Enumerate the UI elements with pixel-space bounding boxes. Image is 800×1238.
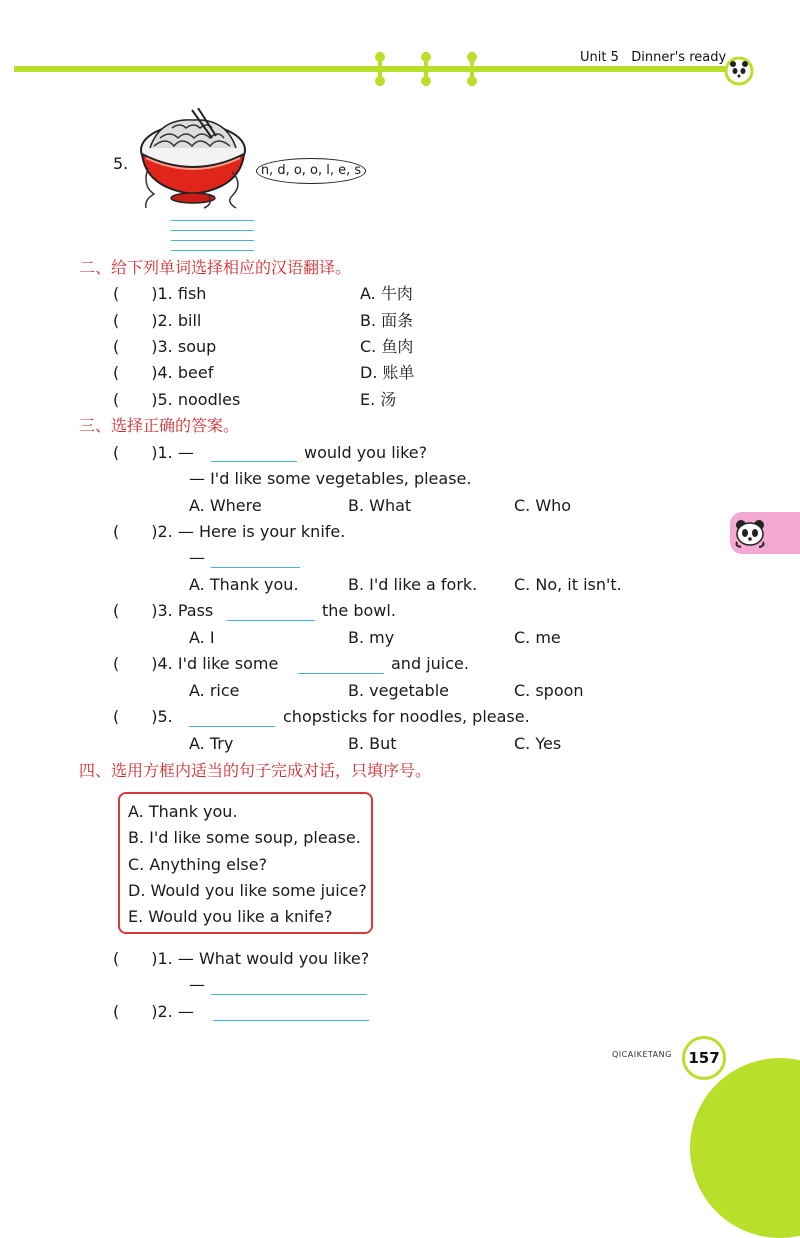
answer-line[interactable] <box>227 620 315 621</box>
binder-pin <box>421 52 431 86</box>
answer-parentheses[interactable]: ( ) <box>113 337 158 356</box>
option-b[interactable]: B. my <box>348 628 395 647</box>
dialogue-dash: — <box>189 975 205 994</box>
section-heading: 四、选用方框内适当的句子完成对话，只填序号。 <box>79 761 432 780</box>
item-number: 2. <box>157 311 173 330</box>
question-text: would you like? <box>304 443 428 462</box>
question-stem <box>113 522 345 542</box>
section-heading: 三、选择正确的答案。 <box>79 416 240 435</box>
list-item <box>113 337 216 357</box>
item-number: 5. <box>157 707 173 726</box>
option-text: 汤 <box>380 390 397 409</box>
question-stem <box>113 1002 194 1022</box>
panda-icon <box>734 518 766 548</box>
answer-parentheses[interactable]: ( ) <box>113 601 158 620</box>
option-text: 牛肉 <box>380 284 413 303</box>
page-number-badge <box>682 1036 726 1080</box>
question-text: the bowl. <box>322 601 396 620</box>
answer-parentheses[interactable]: ( ) <box>113 949 158 968</box>
binder-pin <box>375 52 385 86</box>
list-item <box>113 363 213 383</box>
answer-parentheses[interactable]: ( ) <box>113 522 158 541</box>
answer-parentheses[interactable]: ( ) <box>113 311 158 330</box>
answer-line[interactable] <box>211 461 297 462</box>
option-letter: A. <box>360 284 376 303</box>
option-item <box>360 390 396 410</box>
option-item <box>360 337 413 357</box>
option-c[interactable]: C. No, it isn't. <box>514 575 622 594</box>
option-item <box>360 284 413 304</box>
answer-parentheses[interactable]: ( ) <box>113 1002 158 1021</box>
dialogue-dash: — <box>189 548 205 567</box>
english-word: soup <box>177 337 217 356</box>
answer-parentheses[interactable]: ( ) <box>113 284 158 303</box>
item-number: 1. <box>157 443 173 462</box>
question-text: chopsticks for noodles, please. <box>283 707 530 726</box>
item-number: 4. <box>157 654 173 673</box>
question-number: 5. <box>113 154 129 173</box>
page-number: 157 <box>688 1049 720 1067</box>
question-stem <box>113 601 213 621</box>
option-a[interactable]: A. Where <box>189 496 262 515</box>
item-number: 2. <box>157 1002 173 1021</box>
footer-decoration <box>690 1058 800 1238</box>
box-option: D. Would you like some juice? <box>128 881 367 900</box>
option-letter: E. <box>360 390 376 409</box>
option-item <box>360 363 415 383</box>
box-option: E. Would you like a knife? <box>128 907 333 926</box>
answer-line[interactable] <box>171 250 254 251</box>
dialogue-dash: — <box>177 1002 194 1021</box>
question-text: and juice. <box>391 654 469 673</box>
dialogue-dash: — <box>177 443 194 462</box>
option-item <box>360 311 413 331</box>
box-option: C. Anything else? <box>128 855 268 874</box>
dialogue-reply: — I'd like some vegetables, please. <box>189 469 472 488</box>
question-text: — Here is your knife. <box>177 522 346 541</box>
scrambled-letters: n, d, o, o, l, e, s <box>260 163 362 178</box>
option-text: 账单 <box>382 363 415 382</box>
english-word: beef <box>177 363 214 382</box>
answer-line[interactable] <box>171 240 254 241</box>
option-a[interactable]: A. Thank you. <box>189 575 299 594</box>
english-word: fish <box>177 284 207 303</box>
option-letter: C. <box>360 337 377 356</box>
list-item <box>113 311 201 331</box>
unit-name: Dinner's ready <box>631 50 727 65</box>
option-c[interactable]: C. spoon <box>514 681 584 700</box>
question-stem <box>113 443 194 463</box>
list-item <box>113 284 206 304</box>
option-c[interactable]: C. Who <box>514 496 572 515</box>
answer-line[interactable] <box>171 230 254 231</box>
footer-brand: QICAIKETANG <box>612 1050 672 1059</box>
box-option: B. I'd like some soup, please. <box>128 828 361 847</box>
letters-bubble <box>256 158 366 184</box>
option-b[interactable]: B. I'd like a fork. <box>348 575 478 594</box>
item-number: 1. <box>157 284 173 303</box>
option-letter: B. <box>360 311 377 330</box>
question-text: Pass <box>177 601 214 620</box>
answer-parentheses[interactable]: ( ) <box>113 707 158 726</box>
answer-line[interactable] <box>211 994 367 995</box>
item-number: 2. <box>157 522 173 541</box>
answer-line[interactable] <box>189 726 275 727</box>
item-number: 3. <box>157 601 173 620</box>
option-c[interactable]: C. me <box>514 628 561 647</box>
option-a[interactable]: A. rice <box>189 681 240 700</box>
question-stem <box>113 707 173 727</box>
answer-line[interactable] <box>298 673 384 674</box>
answer-line[interactable] <box>211 567 300 568</box>
answer-parentheses[interactable]: ( ) <box>113 654 158 673</box>
answer-parentheses[interactable]: ( ) <box>113 390 158 409</box>
english-word: bill <box>177 311 202 330</box>
option-c[interactable]: C. Yes <box>514 734 562 753</box>
option-b[interactable]: B. What <box>348 496 412 515</box>
answer-parentheses[interactable]: ( ) <box>113 443 158 462</box>
item-number: 4. <box>157 363 173 382</box>
question-text: — What would you like? <box>177 949 370 968</box>
binder-pin <box>467 52 477 86</box>
option-b[interactable]: B. But <box>348 734 397 753</box>
question-stem <box>113 654 278 674</box>
item-number: 5. <box>157 390 173 409</box>
option-a[interactable]: A. I <box>189 628 215 647</box>
option-text: 鱼肉 <box>381 337 414 356</box>
unit-title <box>580 50 726 65</box>
unit-label: Unit 5 <box>580 50 619 65</box>
answer-parentheses[interactable]: ( ) <box>113 363 158 382</box>
item-number: 3. <box>157 337 173 356</box>
option-b[interactable]: B. vegetable <box>348 681 449 700</box>
answer-line[interactable] <box>171 220 254 221</box>
noodle-bowl-image <box>132 108 254 212</box>
box-option: A. Thank you. <box>128 802 238 821</box>
item-number: 1. <box>157 949 173 968</box>
option-letter: D. <box>360 363 378 382</box>
english-word: noodles <box>177 390 241 409</box>
question-stem <box>113 949 369 969</box>
question-text: I'd like some <box>177 654 279 673</box>
list-item <box>113 390 240 410</box>
option-a[interactable]: A. Try <box>189 734 234 753</box>
panda-head-icon <box>724 56 754 86</box>
answer-line[interactable] <box>213 1020 369 1021</box>
section-heading: 二、给下列单词选择相应的汉语翻译。 <box>79 258 352 277</box>
option-text: 面条 <box>381 311 414 330</box>
